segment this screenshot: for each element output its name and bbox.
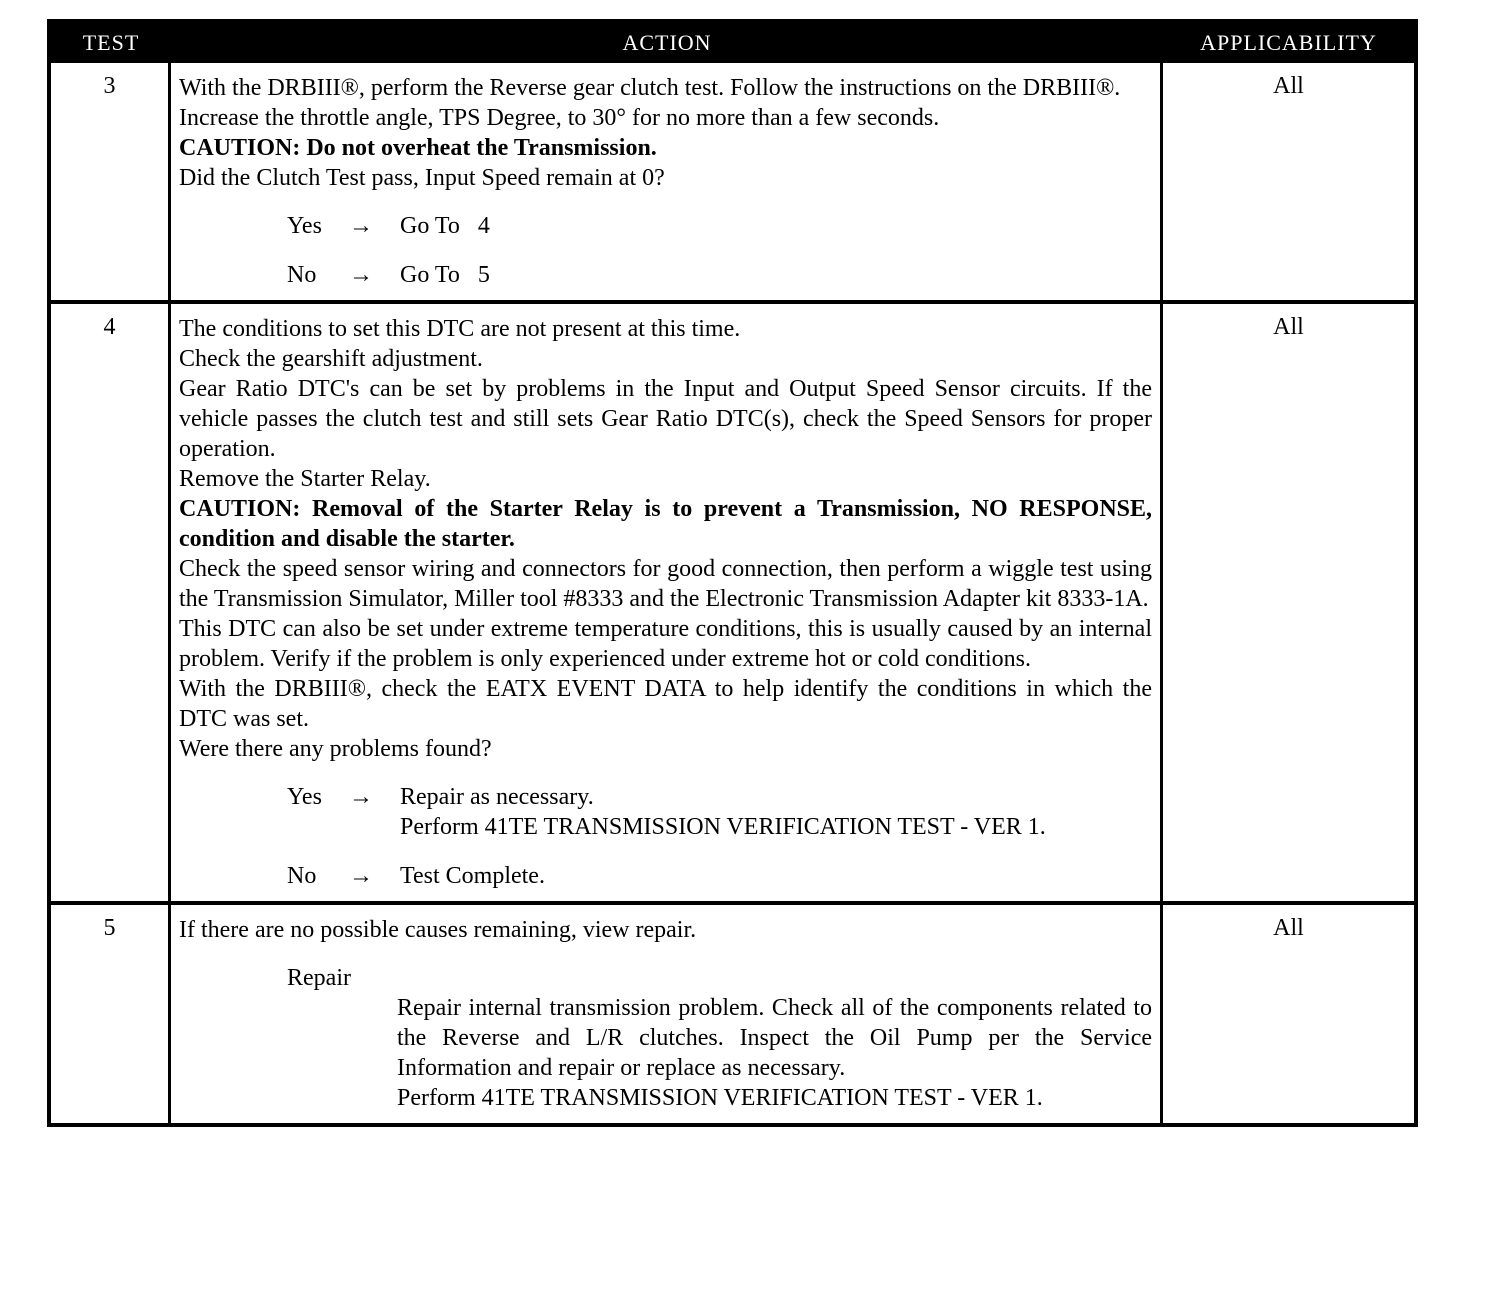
arrow-icon: → (349, 863, 373, 889)
option-result-line: Perform 41TE TRANSMISSION VERIFICATION TEST - VER 1. (400, 814, 1046, 840)
arrow-icon: → (349, 262, 373, 288)
question-text: Were there any problems found? (179, 736, 492, 762)
option-result-line: Repair as necessary. (400, 784, 594, 810)
arrow-icon: → (349, 784, 373, 810)
repair-text: Repair internal transmission problem. Check all of the components related to the Reverse and L/R clutches. Inspect the Oil Pump per the Service Information and repair or replace as necessary. (397, 995, 1152, 1081)
header-test: TEST (82, 30, 140, 55)
action-cell (171, 905, 1163, 1123)
option-yes (179, 211, 1152, 241)
question-text: Did the Clutch Test pass, Input Speed remain at 0? (179, 165, 665, 191)
table-row (51, 300, 1414, 901)
option-result (400, 260, 1152, 290)
option-result-line: Test Complete. (400, 863, 545, 889)
option-result (400, 211, 1152, 241)
action-text: Check the gearshift adjustment. (179, 346, 483, 372)
action-text: Check the speed sensor wiring and connectors for good connection, then perform a wiggle test using the Transmission Simulator, Miller tool #8333 and the Electronic Transmission Adapter kit 8333-1A. (179, 556, 1152, 612)
option-result-line: Go To 5 (400, 262, 490, 288)
answer-options (179, 211, 1152, 290)
answer-options (179, 782, 1152, 891)
repair-verify-text: Perform 41TE TRANSMISSION VERIFICATION TEST - VER 1. (397, 1085, 1043, 1111)
option-answer: No (287, 262, 317, 288)
option-result (400, 782, 1152, 842)
table-header (51, 23, 1414, 63)
action-text: This DTC can also be set under extreme temperature conditions, this is usually caused by an internal problem. Verify if the problem is only experienced under extreme hot or cold conditions. (179, 616, 1152, 672)
option-no (179, 861, 1152, 891)
arrow-icon: → (349, 213, 373, 239)
option-answer: No (287, 863, 317, 889)
action-text: If there are no possible causes remaining, view repair. (179, 917, 697, 943)
option-answer: Yes (287, 213, 322, 239)
action-cell (171, 63, 1163, 300)
test-number: 4 (51, 304, 171, 901)
applicability-value: All (1273, 73, 1304, 99)
action-text: With the DRBIII®, perform the Reverse gear clutch test. Follow the instructions on the DRBIII®. (179, 75, 1121, 101)
action-text: With the DRBIII®, check the EATX EVENT DATA to help identify the conditions in which the DTC was set. (179, 676, 1152, 732)
table-row (51, 901, 1414, 1123)
action-cell (171, 304, 1163, 901)
option-result-line: Go To 4 (400, 213, 490, 239)
option-answer: Yes (287, 784, 322, 810)
diagnostic-table (47, 19, 1418, 1127)
action-text: The conditions to set this DTC are not present at this time. (179, 316, 741, 342)
caution-text: CAUTION: Do not overheat the Transmission. (179, 135, 657, 161)
option-result (400, 861, 1152, 891)
action-text: Remove the Starter Relay. (179, 466, 431, 492)
test-number: 3 (51, 63, 171, 300)
option-no (179, 260, 1152, 290)
table-row (51, 63, 1414, 300)
action-text: Increase the throttle angle, TPS Degree, to 30° for no more than a few seconds. (179, 105, 940, 131)
caution-text: CAUTION: Removal of the Starter Relay is to prevent a Transmission, NO RESPONSE, condition and disable the starter. (179, 496, 1152, 552)
test-number: 5 (51, 905, 171, 1123)
repair-label: Repair (287, 965, 351, 991)
applicability-value: All (1273, 314, 1304, 340)
option-yes (179, 782, 1152, 842)
applicability-value: All (1273, 915, 1304, 941)
header-applicability: APPLICABILITY (1200, 30, 1377, 55)
action-text: Gear Ratio DTC's can be set by problems in the Input and Output Speed Sensor circuits. If the vehicle passes the clutch test and still sets Gear Ratio DTC(s), check the Speed Sensors for proper operation. (179, 376, 1152, 462)
header-action: ACTION (622, 30, 712, 55)
